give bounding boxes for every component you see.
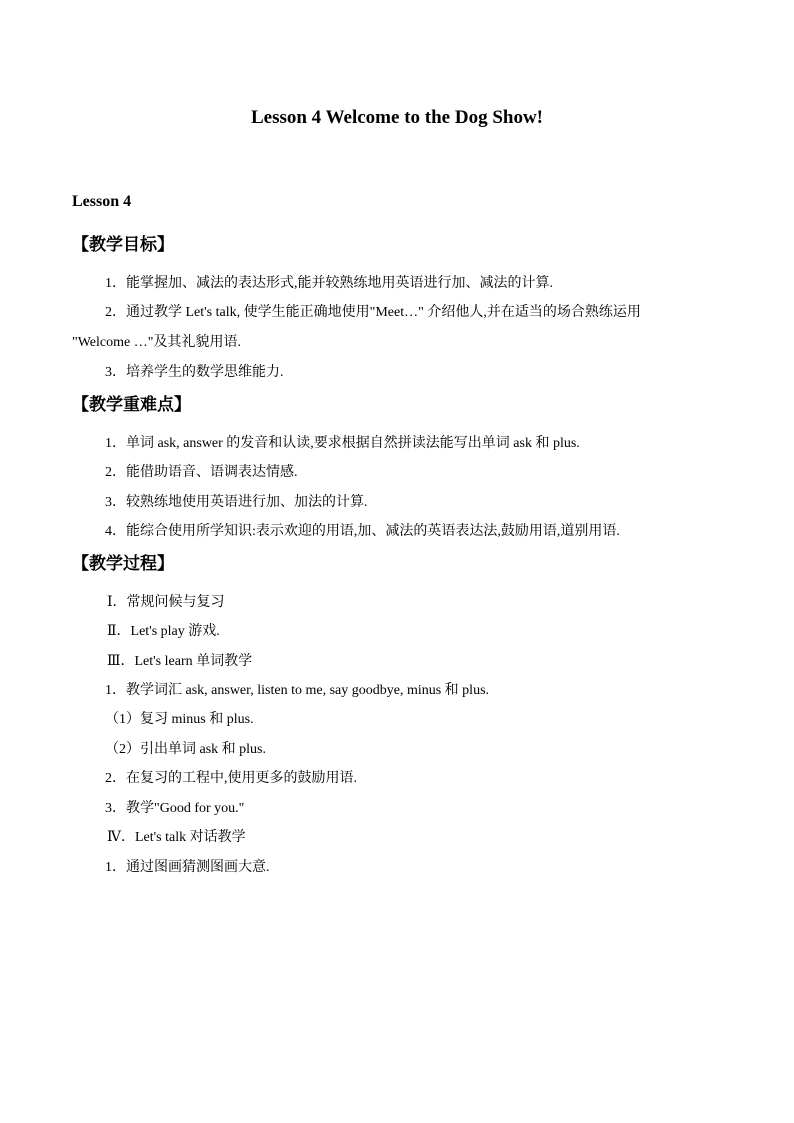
objective-line-2-continued: "Welcome …"及其礼貌用语. [72,335,241,350]
lesson-label: Lesson 4 [72,193,132,210]
objective-line-2: 2．通过教学 Let's talk, 使学生能正确地使用"Meet…" 介绍他人,并在适当的场合熟练运用 [105,305,641,320]
key-point-line-1: 1．单词 ask, answer 的发音和认读,要求根据自然拼读法能写出单词 ask 和 plus. [105,436,580,451]
process-line-7: 2．在复习的工程中,使用更多的鼓励用语. [105,771,357,786]
document-title: Lesson 4 Welcome to the Dog Show! [250,107,544,128]
key-point-line-4: 4．能综合使用所学知识:表示欢迎的用语,加、减法的英语表达法,鼓励用语,道别用语. [105,524,620,539]
process-line-10: 1．通过图画猜测图画大意. [105,860,270,875]
process-line-1: Ⅰ．常规问候与复习 [107,595,225,610]
process-line-2: Ⅱ．Let's play 游戏. [107,624,220,639]
process-line-4: 1．教学词汇 ask, answer, listen to me, say goodbye, minus 和 plus. [105,683,490,698]
process-line-5: （1）复习 minus 和 plus. [105,712,254,727]
objective-line-3: 3．培养学生的数学思维能力. [105,365,284,380]
section-heading-objectives: 【教学目标】 [72,235,174,254]
process-line-8: 3．教学"Good for you." [105,801,245,816]
process-line-9: Ⅳ．Let's talk 对话教学 [107,830,246,845]
key-point-line-3: 3．较熟练地使用英语进行加、加法的计算. [105,495,368,510]
section-heading-process: 【教学过程】 [72,554,174,573]
key-point-line-2: 2．能借助语音、语调表达情感. [105,465,298,480]
objective-line-1: 1．能掌握加、减法的表达形式,能并较熟练地用英语进行加、减法的计算. [105,276,553,291]
process-line-3: Ⅲ．Let's learn 单词教学 [107,654,253,669]
process-line-6: （2）引出单词 ask 和 plus. [105,742,266,757]
section-heading-key-points: 【教学重难点】 [72,395,191,414]
